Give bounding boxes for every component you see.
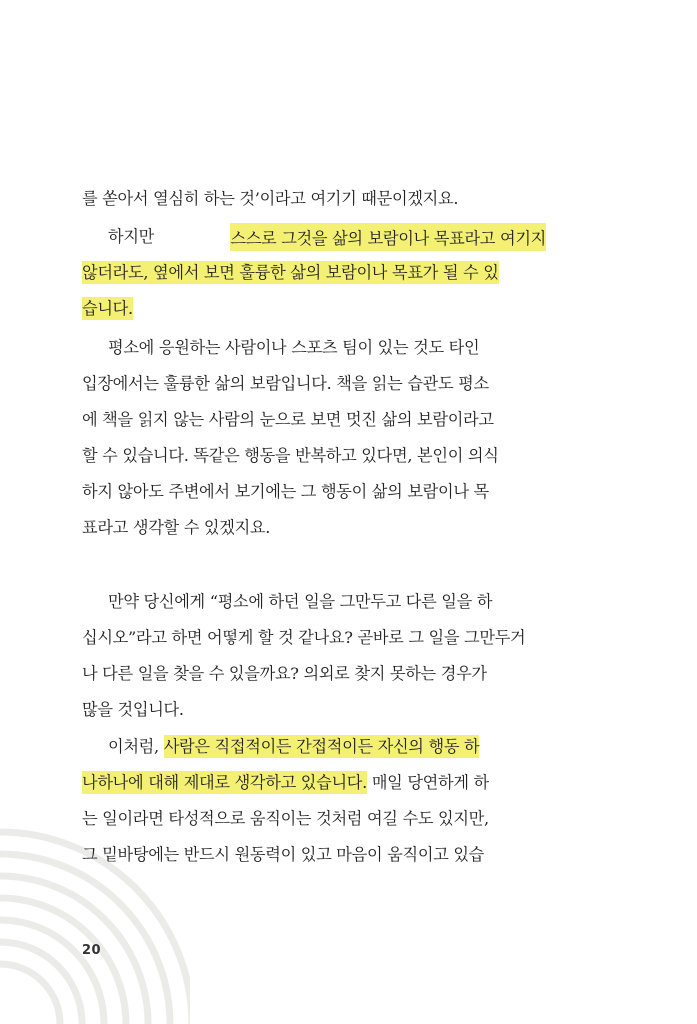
- text-line: [82, 295, 546, 323]
- text-run: 매일 당연하게 하: [366, 773, 489, 792]
- text-run: 이처럼,: [108, 737, 164, 756]
- text-run: 에 책을 읽지 않는 사람의 눈으로 보면 멋진 삶의 보람이라고: [82, 410, 494, 429]
- page-number: 20: [82, 943, 102, 958]
- text-run: 할 수 있습니다. 똑같은 행동을 반복하고 있다면, 본인이 의식: [82, 446, 499, 465]
- text-run: 나 다른 일을 찾을 수 있을까요? 의외로 찾지 못하는 경우가: [82, 664, 487, 683]
- text-line: [82, 805, 546, 833]
- text-run: 평소에 응원하는 사람이나 스포츠 팀이 있는 것도 타인: [108, 338, 480, 357]
- text-run: 입장에서는 훌륭한 삶의 보람입니다. 책을 읽는 습관도 평소: [82, 374, 489, 393]
- highlighted-text: 나하나에 대해 제대로 생각하고 있습니다.: [82, 773, 367, 792]
- paragraph-2: [82, 223, 546, 323]
- paragraph-1: [82, 185, 546, 213]
- text-line: [82, 624, 546, 652]
- text-run: 그 밑바탕에는 반드시 원동력이 있고 마음이 움직이고 있습: [82, 845, 485, 864]
- text-line: [82, 514, 546, 542]
- text-line: [82, 478, 546, 506]
- text-run: 십시오”라고 하면 어떻게 할 것 같나요? 곧바로 그 일을 그만두거: [82, 628, 526, 647]
- paragraph-5: [82, 733, 546, 869]
- text-line: [82, 185, 546, 213]
- text-run: 하지만: [108, 227, 155, 246]
- highlighted-text: 사람은 직접적이든 간접적이든 자신의 행동 하: [163, 737, 480, 756]
- text-run: 많을 것입니다.: [82, 700, 184, 719]
- highlighted-text: 습니다.: [82, 299, 133, 318]
- text-line: [82, 334, 546, 362]
- paragraph-4: [82, 588, 546, 724]
- highlighted-text: 않더라도, 옆에서 보면 훌륭한 삶의 보람이나 목표가 될 수 있: [82, 263, 499, 282]
- text-line: [82, 370, 546, 398]
- text-run: 표라고 생각할 수 있겠지요.: [82, 518, 271, 537]
- text-line: [82, 442, 546, 470]
- text-run: 는 일이라면 타성적으로 움직이는 것처럼 여길 수도 있지만,: [82, 809, 489, 828]
- paragraph-3: [82, 334, 546, 542]
- text-run: 하지 않아도 주변에서 보기에는 그 행동이 삶의 보람이나 목: [82, 482, 489, 501]
- text-line: [82, 223, 546, 251]
- text-line: [82, 769, 546, 797]
- text-line: [82, 588, 546, 616]
- highlighted-text: 스스로 그것을 삶의 보람이나 목표라고 여기지: [230, 223, 546, 251]
- text-line: [82, 406, 546, 434]
- text-run: 만약 당신에게 “평소에 하던 일을 그만두고 다른 일을 하: [108, 592, 493, 611]
- text-line: [82, 733, 546, 761]
- text-line: [82, 696, 546, 724]
- text-line: [82, 259, 546, 287]
- text-run: 를 쏟아서 열심히 하는 것’이라고 여기기 때문이겠지요.: [82, 189, 459, 208]
- text-line: [82, 841, 546, 869]
- text-line: [82, 660, 546, 688]
